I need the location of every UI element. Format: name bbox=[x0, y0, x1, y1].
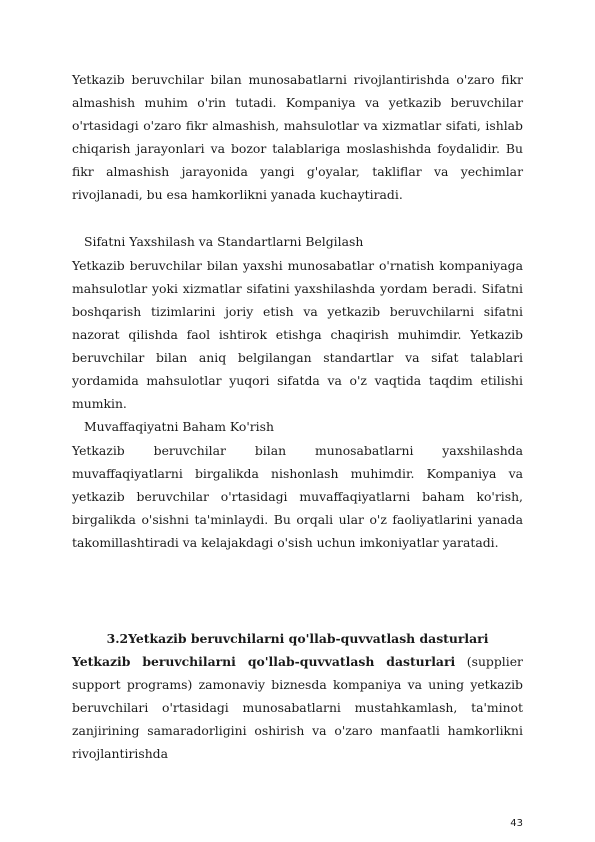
support-programs-text: (supplier support programs) zamonaviy biznesda kompaniya va uning yetkazib beruvchilari o'rtasidagi munosabatlarni mustahkamlash, ta'minot zanjirining samaradorligini oshirish va o'zaro manfaatli hamkorlikni rivojlantirishda bbox=[72, 654, 523, 761]
section-title: 3.2Yetkazib beruvchilarni qo'llab-quvvatlash dasturlari bbox=[106, 631, 489, 646]
paragraph-quality-improvement: Yetkazib beruvchilar bilan yaxshi munosabatlar o'rnatish kompaniyaga mahsulotlar yoki xizmatlar sifatini yaxshilashda yordam beradi. Sifatni boshqarish tizimlarini joriy etish va yetkazib beruvchilarni sifatni nazorat qilishda faol ishtirok etishga chaqirish muhimdir. Yetkazib beruvchilar bilan aniq belgilangan standartlar va sifat talablari yordamida mahsulotlar yuqori sifatda va o'z vaqtida taqdim etilishi mumkin. bbox=[72, 258, 523, 411]
subheading-quality-standards: Sifatni Yaxshilash va Standartlarni Belgilash bbox=[84, 234, 364, 249]
paragraph-share-success: Yetkazib beruvchilar bilan munosabatlarni yaxshilashda muvaffaqiyatlarni birgalikda nishonlash muhimdir. Kompaniya va yetkazib beruvchilar o'rtasidagi muvaffaqiyatlarni baham ko'rish, birgalikda o'sishni ta'minlaydi. Bu orqali ular o'z faoliyatlarini yanada takomillashtiradi va kelajakdagi o'sish uchun imkoniyatlar yaratadi. bbox=[72, 443, 523, 550]
page-number: 43 bbox=[510, 818, 523, 829]
paragraph-support-programs bbox=[72, 650, 523, 765]
paragraph-feedback-exchange: Yetkazib beruvchilar bilan munosabatlarni rivojlantirishda o'zaro fikr almashish muhim o'rin tutadi. Kompaniya va yetkazib beruvchilar o'rtasidagi o'zaro fikr almashish, mahsulotlar va xizmatlar sifati, ishlab chiqarish jarayonlari va bozor talablariga moslashishda foydalidir. Bu fikr almashish jarayonida yangi g'oyalar, takliflar va yechimlar rivojlanadi, bu esa hamkorlikni yanada kuchaytiradi. bbox=[72, 72, 523, 202]
subheading-share-success: Muvaffaqiyatni Baham Ko'rish bbox=[84, 419, 274, 434]
support-programs-term: Yetkazib beruvchilarni qo'llab-quvvatlash dasturlari bbox=[72, 654, 456, 669]
